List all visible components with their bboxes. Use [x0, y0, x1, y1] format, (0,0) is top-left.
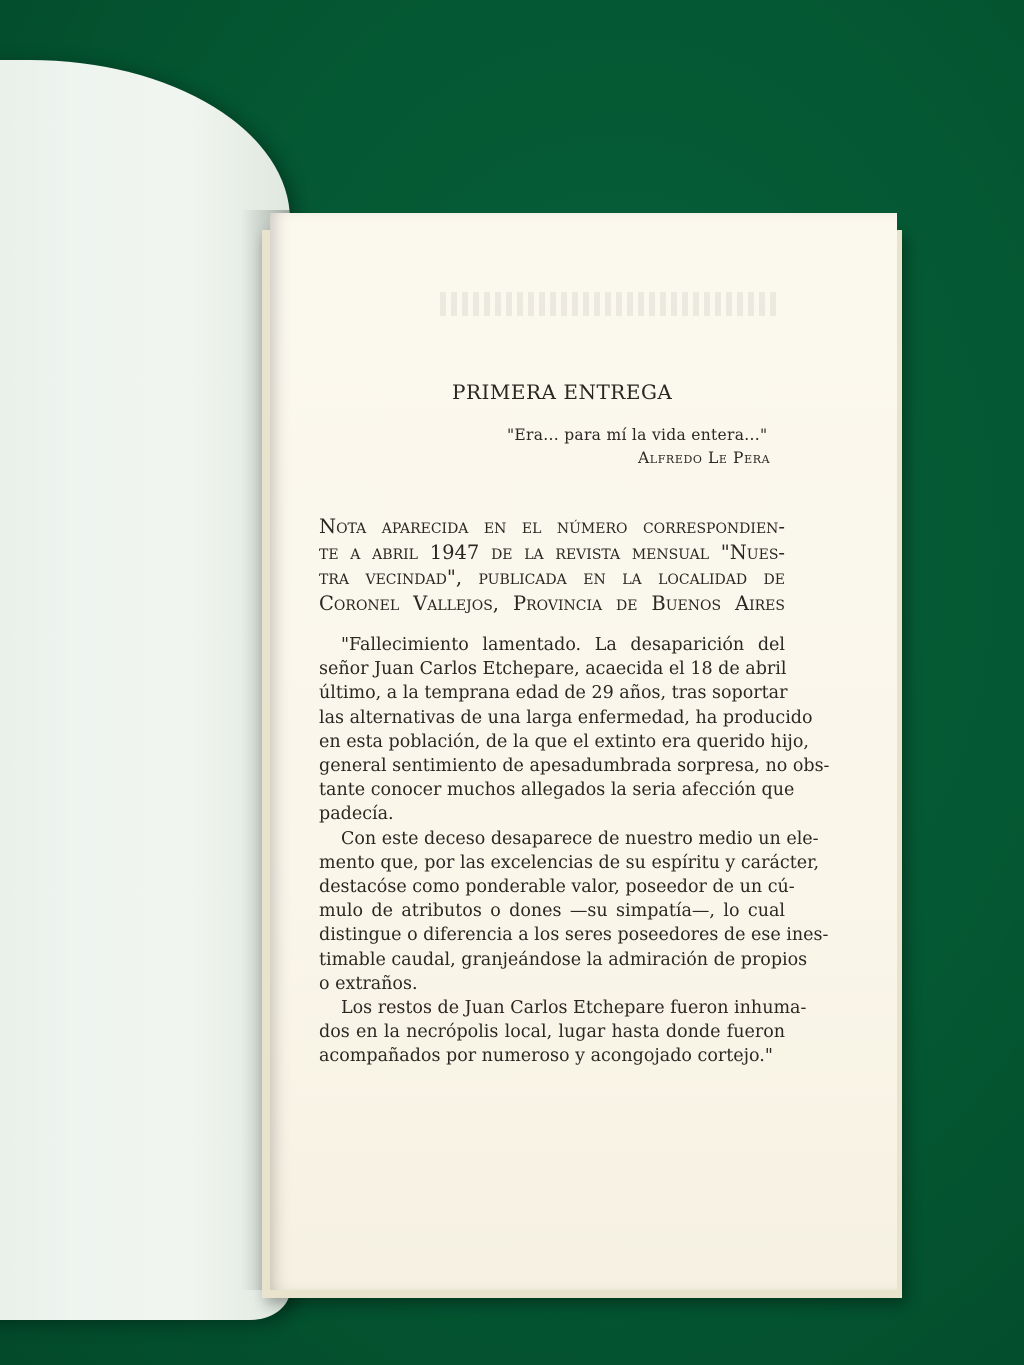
show-through-text [440, 292, 780, 316]
heading-line: tra vecindad", publicada en la localidad de [319, 566, 785, 589]
body-line: dos en la necrópolis local, lugar hasta donde fueron [319, 1022, 785, 1043]
body-line: timable caudal, granjeándose la admiración de propios [319, 949, 808, 970]
epigraph-attribution: Alfredo Le Pera [638, 449, 771, 467]
heading-line: Coronel Vallejos, Provincia de Buenos Aires [319, 591, 785, 615]
note-heading [319, 514, 785, 616]
body-line: señor Juan Carlos Etchepare, acaecida el 18 de abril [319, 659, 787, 680]
body-line: en esta población, de la que el extinto era querido hijo, [319, 731, 809, 752]
epigraph: "Era... para mí la vida entera..." [507, 426, 768, 444]
body-line: padecía. [319, 804, 394, 825]
body-line: tante conocer muchos allegados la seria afección que [319, 780, 795, 801]
note-body [319, 633, 830, 1069]
body-line: mulo de atributos o dones —su simpatía—, lo cual [319, 901, 785, 922]
heading-line: Nota aparecida en el número correspondien- [319, 515, 785, 538]
body-line: destacóse como ponderable valor, poseedor de un cú- [319, 877, 795, 898]
body-line: general sentimiento de apesadumbrada sorpresa, no obs- [319, 756, 830, 777]
body-line: las alternativas de una larga enfermedad, ha producido [319, 707, 813, 728]
heading-line: te a abril 1947 de la revista mensual "Nues- [319, 540, 785, 564]
body-line: Los restos de Juan Carlos Etchepare fueron inhuma- [341, 998, 807, 1019]
body-line: acompañados por numeroso y acongojado cortejo." [319, 1046, 773, 1067]
chapter-title: PRIMERA ENTREGA [452, 380, 673, 404]
body-line: mento que, por las excelencias de su espíritu y carácter, [319, 852, 820, 873]
body-line: último, a la temprana edad de 29 años, tras soportar [319, 683, 788, 704]
body-line: Con este deceso desaparece de nuestro medio un ele- [341, 828, 819, 849]
body-line: "Fallecimiento lamentado. La desaparición del [341, 635, 785, 655]
body-line: distingue o diferencia a los seres poseedores de ese ines- [319, 925, 829, 946]
body-line: o extraños. [319, 973, 418, 994]
